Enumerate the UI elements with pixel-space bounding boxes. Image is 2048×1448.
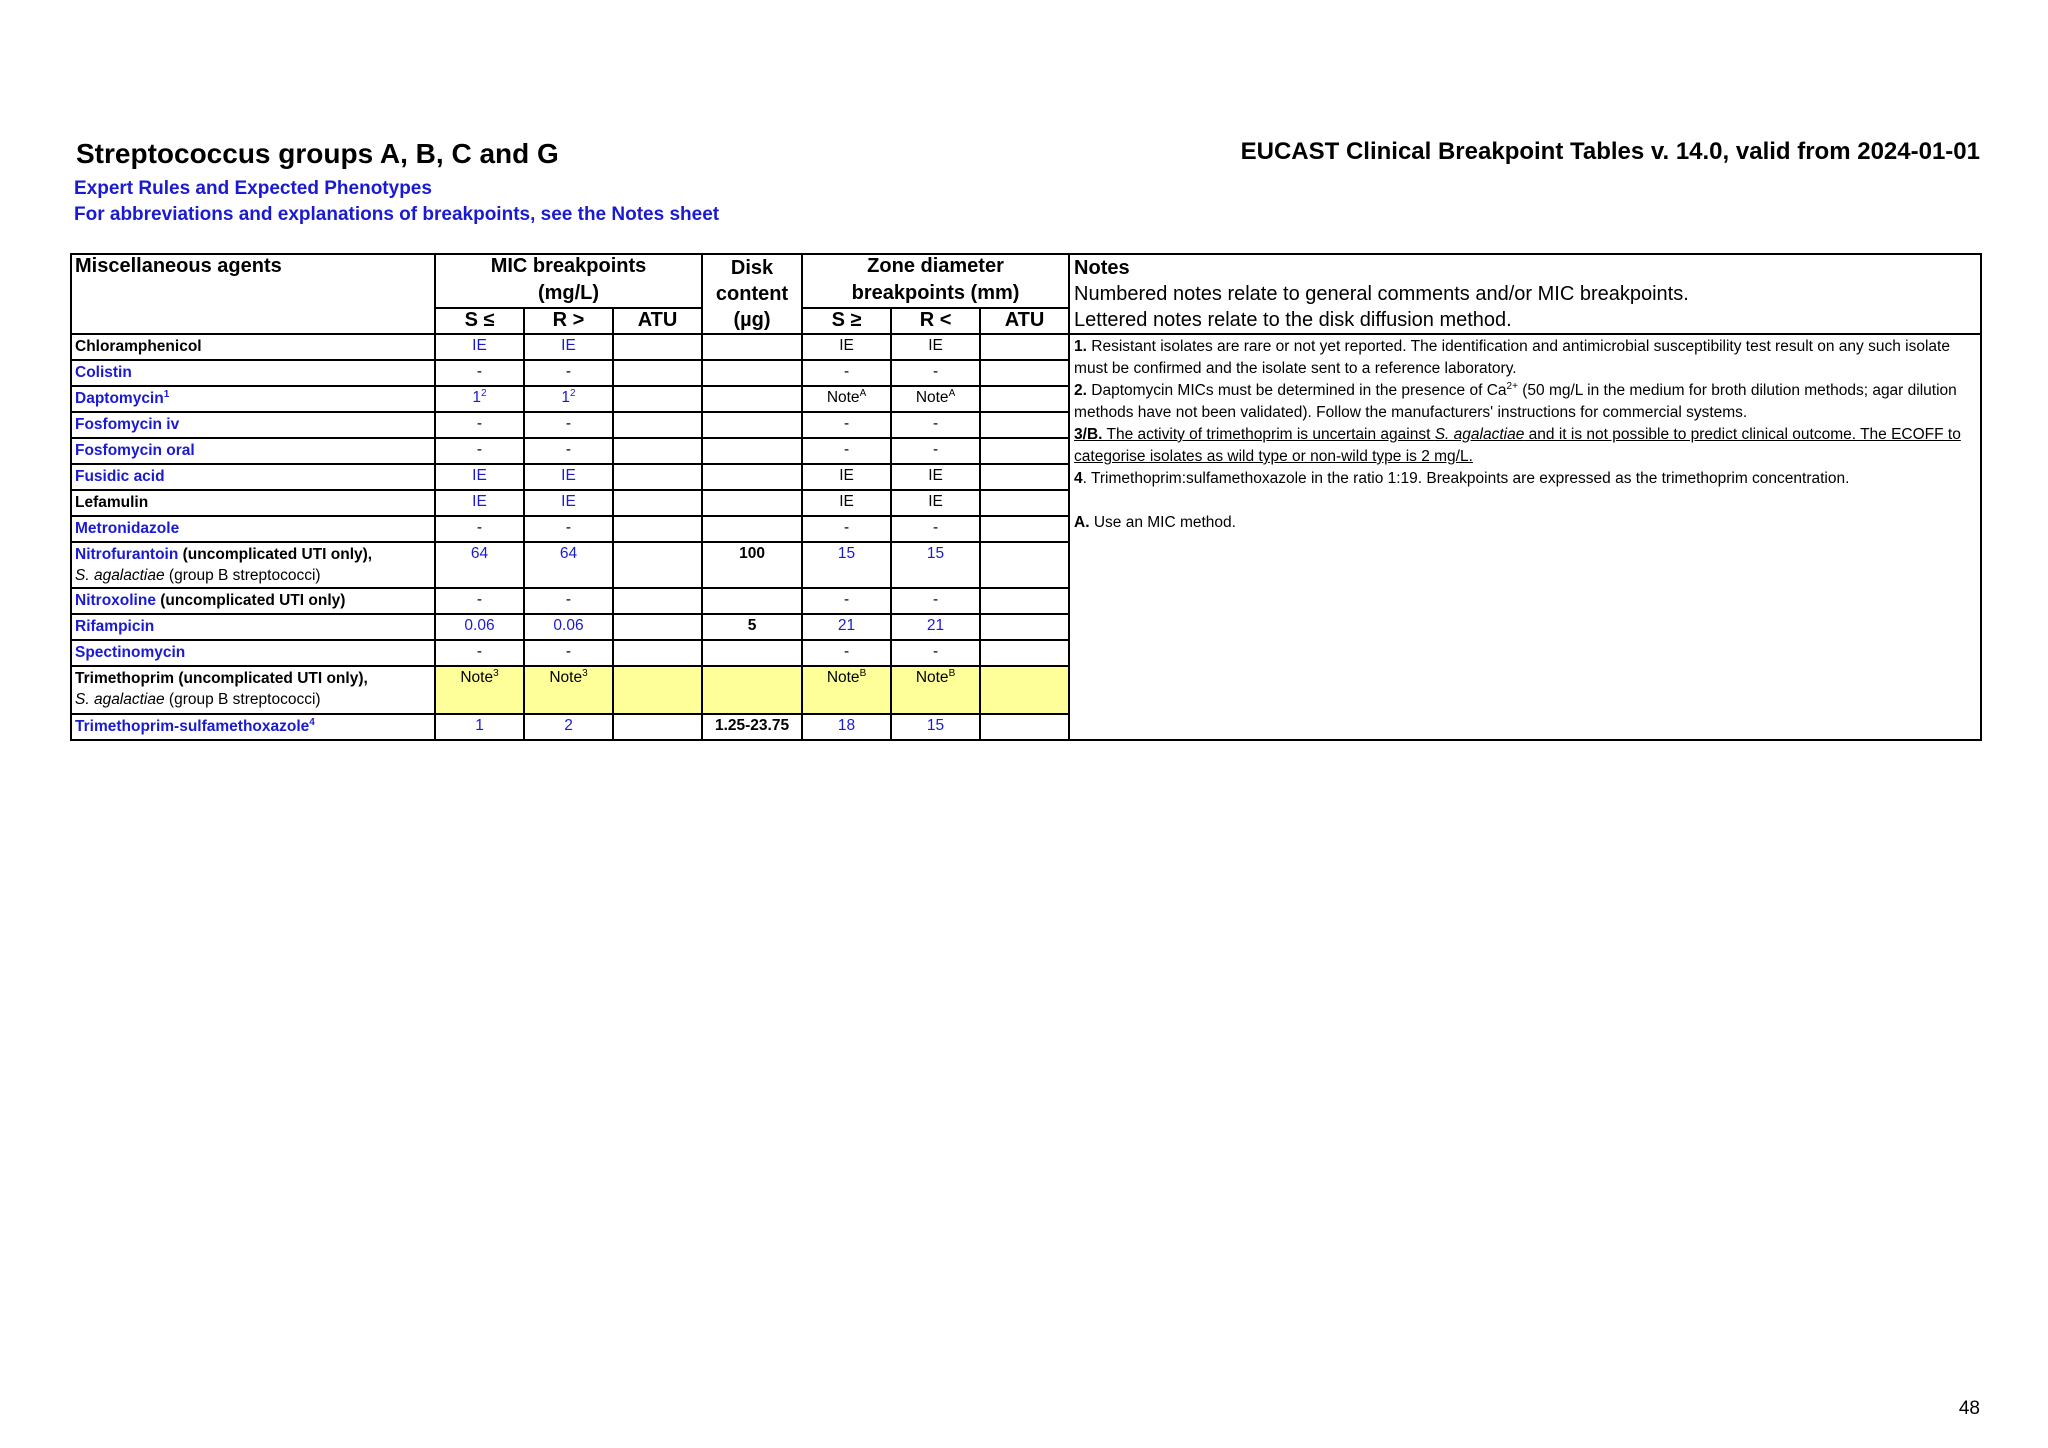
agent-name-link[interactable]: Nitrofurantoin xyxy=(75,546,179,563)
mic-r: 2 xyxy=(524,714,613,740)
mic-atu xyxy=(613,614,702,640)
mic-atu xyxy=(613,640,702,666)
header-zone: Zone diameter xyxy=(802,254,1069,282)
zone-r: 15 xyxy=(891,542,980,588)
zone-atu xyxy=(980,386,1069,412)
zone-r: IE xyxy=(891,490,980,516)
mic-r: - xyxy=(524,412,613,438)
mic-atu xyxy=(613,360,702,386)
note-3-text-b: and it is not possible to predict clinical outcome. The ECOFF to categorise isolates as wild type or non-wild type is 2 mg/L. xyxy=(1074,426,1961,465)
mic-r: IE xyxy=(524,490,613,516)
mic-s: - xyxy=(435,438,524,464)
agent-name[interactable]: Fosfomycin oral xyxy=(71,438,435,464)
subheader-mic-r: R > xyxy=(524,308,613,334)
agent-qualifier: (uncomplicated UTI only) xyxy=(155,592,346,609)
table-row xyxy=(71,334,1981,360)
mic-r: 0.06 xyxy=(524,614,613,640)
note-3-species: S. agalactiae xyxy=(1434,426,1525,443)
disk-content xyxy=(702,386,802,412)
zone-atu xyxy=(980,360,1069,386)
mic-r-value: 1 xyxy=(561,389,571,406)
zone-r: 15 xyxy=(891,714,980,740)
zone-s: - xyxy=(802,516,891,542)
disk-content xyxy=(702,360,802,386)
header-disk xyxy=(702,254,802,334)
mic-atu xyxy=(613,714,702,740)
mic-atu xyxy=(613,334,702,360)
agent-name-text: Trimethoprim-sulfamethoxazole xyxy=(75,718,310,735)
mic-atu xyxy=(613,412,702,438)
zone-r xyxy=(891,386,980,412)
mic-r xyxy=(524,666,613,714)
mic-s: - xyxy=(435,588,524,614)
agent-qualifier: (uncomplicated UTI only), xyxy=(178,546,373,563)
agent-name xyxy=(71,588,435,614)
mic-r: - xyxy=(524,640,613,666)
page-number: 48 xyxy=(1958,1398,1980,1419)
mic-atu xyxy=(613,588,702,614)
mic-s: - xyxy=(435,640,524,666)
note-3-number: 3/B. xyxy=(1074,426,1103,443)
zone-atu xyxy=(980,666,1069,714)
subheader-mic-atu: ATU xyxy=(613,308,702,334)
zone-s: 21 xyxy=(802,614,891,640)
zone-s: IE xyxy=(802,464,891,490)
subheader-zone-s: S ≥ xyxy=(802,308,891,334)
zone-r: - xyxy=(891,640,980,666)
agent-name-text: Daptomycin xyxy=(75,390,164,407)
note-ref: 3 xyxy=(582,667,588,679)
disk-content xyxy=(702,640,802,666)
zone-atu xyxy=(980,464,1069,490)
note-1-number: 1. xyxy=(1074,338,1087,355)
notes-line-1: Numbered notes relate to general comments and/or MIC breakpoints. xyxy=(1074,283,1689,305)
zone-s-value: Note xyxy=(826,669,860,686)
zone-atu xyxy=(980,438,1069,464)
zone-s: - xyxy=(802,438,891,464)
zone-r: - xyxy=(891,412,980,438)
agent-species: S. agalactiae xyxy=(75,691,165,708)
zone-s: - xyxy=(802,412,891,438)
mic-s: 64 xyxy=(435,542,524,588)
mic-s xyxy=(435,386,524,412)
agent-name xyxy=(71,542,435,588)
note-ref: 3 xyxy=(493,667,499,679)
agent-name[interactable]: Fusidic acid xyxy=(71,464,435,490)
page-title: Streptococcus groups A, B, C and G xyxy=(76,138,559,169)
agent-species-group: (group B streptococci) xyxy=(164,691,321,708)
note-ref: 2 xyxy=(481,387,487,399)
note-ref: 1 xyxy=(163,388,170,400)
mic-s: 0.06 xyxy=(435,614,524,640)
mic-r: - xyxy=(524,516,613,542)
mic-r: - xyxy=(524,360,613,386)
note-2 xyxy=(1074,380,1976,424)
zone-r xyxy=(891,666,980,714)
zone-s: 15 xyxy=(802,542,891,588)
note-a-letter: A. xyxy=(1074,514,1090,531)
agent-species-group: (group B streptococci) xyxy=(164,567,321,584)
disk-content xyxy=(702,334,802,360)
disk-content xyxy=(702,516,802,542)
zone-atu xyxy=(980,542,1069,588)
header-agents: Miscellaneous agents xyxy=(71,254,435,334)
note-ref: A xyxy=(948,387,956,399)
mic-s: IE xyxy=(435,490,524,516)
mic-s xyxy=(435,666,524,714)
agent-name[interactable] xyxy=(71,386,435,412)
subheader-mic-s: S ≤ xyxy=(435,308,524,334)
note-4-number: 4 xyxy=(1074,470,1083,487)
header-disk-line3: (µg) xyxy=(733,309,771,331)
zone-atu xyxy=(980,640,1069,666)
mic-s: IE xyxy=(435,464,524,490)
notes-header xyxy=(1069,254,1981,334)
zone-r-value: Note xyxy=(915,669,949,686)
agent-name[interactable] xyxy=(71,714,435,740)
agent-name xyxy=(71,666,435,714)
note-2-text-a: Daptomycin MICs must be determined in the presence of Ca xyxy=(1086,382,1507,399)
note-4-text: . Trimethoprim:sulfamethoxazole in the ratio 1:19. Breakpoints are expressed as the trimethoprim concentration. xyxy=(1082,470,1850,487)
zone-atu xyxy=(980,334,1069,360)
zone-atu xyxy=(980,412,1069,438)
disk-content xyxy=(702,464,802,490)
header-disk-line1: Disk xyxy=(730,257,774,279)
disk-content xyxy=(702,588,802,614)
subheader-zone-atu: ATU xyxy=(980,308,1069,334)
zone-s: 18 xyxy=(802,714,891,740)
agent-name[interactable]: Fosfomycin iv xyxy=(71,412,435,438)
mic-s: - xyxy=(435,412,524,438)
disk-content xyxy=(702,490,802,516)
note-4 xyxy=(1074,468,1976,490)
agent-name[interactable]: Metronidazole xyxy=(71,516,435,542)
table-version: EUCAST Clinical Breakpoint Tables v. 14.0, valid from 2024-01-01 xyxy=(1240,138,1980,165)
note-3-text-a: The activity of trimethoprim is uncertain against xyxy=(1102,426,1435,443)
agent-name[interactable]: Spectinomycin xyxy=(71,640,435,666)
agent-name: Lefamulin xyxy=(71,490,435,516)
mic-s: - xyxy=(435,360,524,386)
disk-content xyxy=(702,412,802,438)
note-2-text-b: (50 mg/L in the medium for broth dilution methods; agar dilution methods have not been validated). Follow the manufacturers' instructions for commercial systems. xyxy=(1074,382,1957,421)
header-mic: MIC breakpoints xyxy=(435,254,702,282)
note-a xyxy=(1074,512,1976,534)
note-3 xyxy=(1074,424,1976,468)
note-ref: 2 xyxy=(570,387,576,399)
mic-s: - xyxy=(435,516,524,542)
note-ref: B xyxy=(859,667,867,679)
mic-s: 1 xyxy=(435,714,524,740)
zone-s-value: Note xyxy=(826,389,860,406)
notes-sheet-link[interactable]: For abbreviations and explanations of breakpoints, see the Notes sheet xyxy=(74,204,720,225)
agent-name-link[interactable]: Nitroxoline xyxy=(75,592,156,609)
subheader-zone-r: R < xyxy=(891,308,980,334)
disk-content xyxy=(702,438,802,464)
zone-s: - xyxy=(802,640,891,666)
notes-line-2: Lettered notes relate to the disk diffusion method. xyxy=(1074,309,1512,331)
mic-s: IE xyxy=(435,334,524,360)
zone-atu xyxy=(980,588,1069,614)
zone-r-value: Note xyxy=(915,389,949,406)
mic-r xyxy=(524,386,613,412)
zone-s xyxy=(802,386,891,412)
disk-content: 100 xyxy=(702,542,802,588)
mic-atu xyxy=(613,386,702,412)
note-spacer xyxy=(1074,490,1976,512)
mic-s-value: 1 xyxy=(472,389,482,406)
mic-atu xyxy=(613,438,702,464)
header-zone-unit: breakpoints (mm) xyxy=(802,282,1069,308)
zone-r: - xyxy=(891,438,980,464)
note-ref: A xyxy=(859,387,867,399)
breakpoint-table xyxy=(70,253,1982,741)
note-ref: 4 xyxy=(309,716,315,728)
note-1 xyxy=(1074,336,1976,380)
mic-atu xyxy=(613,666,702,714)
zone-r: 21 xyxy=(891,614,980,640)
agent-name[interactable]: Colistin xyxy=(71,360,435,386)
notes-body xyxy=(1069,334,1981,740)
header-mic-unit: (mg/L) xyxy=(435,282,702,308)
agent-name-text: Trimethoprim (uncomplicated UTI only), xyxy=(75,670,368,687)
agent-name: Chloramphenicol xyxy=(71,334,435,360)
mic-r: - xyxy=(524,438,613,464)
note-1-text: Resistant isolates are rare or not yet reported. The identification and antimicrobial susceptibility test result on any such isolate must be confirmed and the isolate sent to a reference laboratory. xyxy=(1074,338,1950,377)
zone-atu xyxy=(980,714,1069,740)
breakpoint-table-wrapper xyxy=(70,253,1982,741)
header-disk-line2: content xyxy=(715,283,789,305)
note-2-sup: 2+ xyxy=(1506,380,1518,392)
zone-r: - xyxy=(891,588,980,614)
zone-atu xyxy=(980,490,1069,516)
mic-r-value: Note xyxy=(549,669,583,686)
mic-atu xyxy=(613,542,702,588)
note-ref: B xyxy=(948,667,956,679)
zone-r: IE xyxy=(891,464,980,490)
disk-content: 1.25-23.75 xyxy=(702,714,802,740)
mic-r: 64 xyxy=(524,542,613,588)
note-a-text: Use an MIC method. xyxy=(1089,514,1236,531)
mic-s-value: Note xyxy=(460,669,494,686)
disk-content xyxy=(702,666,802,714)
expert-rules-link[interactable]: Expert Rules and Expected Phenotypes xyxy=(74,178,432,199)
mic-atu xyxy=(613,464,702,490)
zone-s: IE xyxy=(802,490,891,516)
zone-atu xyxy=(980,516,1069,542)
zone-r: - xyxy=(891,516,980,542)
mic-r: - xyxy=(524,588,613,614)
zone-r: IE xyxy=(891,334,980,360)
zone-r: - xyxy=(891,360,980,386)
mic-r: IE xyxy=(524,334,613,360)
notes-title: Notes xyxy=(1074,257,1130,279)
zone-s: - xyxy=(802,360,891,386)
disk-content: 5 xyxy=(702,614,802,640)
note-2-number: 2. xyxy=(1074,382,1087,399)
zone-s xyxy=(802,666,891,714)
agent-name[interactable]: Rifampicin xyxy=(71,614,435,640)
mic-atu xyxy=(613,490,702,516)
mic-atu xyxy=(613,516,702,542)
zone-s: - xyxy=(802,588,891,614)
agent-species: S. agalactiae xyxy=(75,567,165,584)
zone-atu xyxy=(980,614,1069,640)
zone-s: IE xyxy=(802,334,891,360)
mic-r: IE xyxy=(524,464,613,490)
